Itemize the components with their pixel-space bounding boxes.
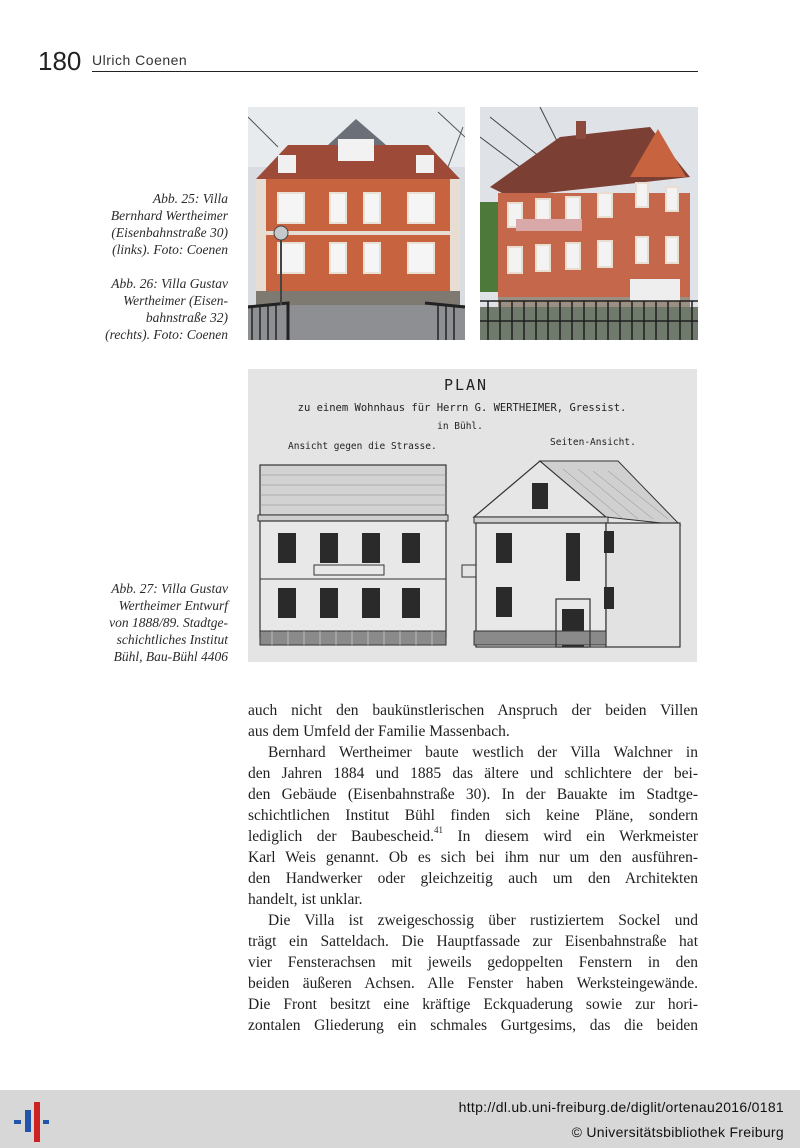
caption-line: Abb. 27: Villa Gustav [111,581,228,596]
text-line: Bernhard Wertheimer baute westlich der Villa Walchner in [268,744,698,761]
running-head-author: Ulrich Coenen [92,52,188,68]
caption-line: Abb. 25: Villa [152,191,228,206]
caption-line: (rechts). Foto: Coenen [105,327,228,342]
header-rule [92,71,698,72]
caption-line: Bernhard Wertheimer [110,208,228,223]
body-text [248,700,698,1036]
text-line: zontalen Gliederung ein schmales Gurtgesims, das die beiden [248,1017,698,1034]
text-line: Die Front besitzt eine kräftige Eckquaderung sowie zur hori- [248,996,698,1013]
text-line: den Jahren 1884 und 1885 das ältere und schlichtere der bei- [248,765,698,782]
plan-title: PLAN [443,376,489,394]
caption-line: Wertheimer (Eisen- [123,293,228,308]
text-line: trägt ein Satteldach. Die Hauptfassade zur Eisenbahnstraße hat [248,933,698,950]
photo-villa-gustav-wertheimer [480,107,698,340]
caption-line: (Eisenbahnstraße 30) [111,225,228,240]
caption-line: Wertheimer Entwurf [118,598,228,613]
architectural-plan-drawing [248,369,697,662]
plan-subtitle: zu einem Wohnhaus für Herrn G. WERTHEIMER, Gressist. [297,402,627,414]
text-line: aus dem Umfeld der Familie Massenbach. [248,723,510,740]
text-line: den Gebäude (Eisenbahnstraße 30). In der Bauakte im Stadtge- [248,786,698,803]
text-line: handelt, ist unklar. [248,891,363,908]
footnote-ref: 41 [434,825,444,835]
text-line: Die Villa ist zweigeschossig über rustiziertem Sockel und [268,912,698,929]
text-line: Karl Weis genannt. Ob es sich bei ihm nur um den ausführen- [248,849,698,866]
photo-villa-bernhard-wertheimer [248,107,465,340]
caption-abb27 [68,580,228,665]
text-line: schichtlichen Institut Bühl finden sich keine Pläne, sondern [248,807,698,824]
caption-line: Abb. 26: Villa Gustav [111,276,228,291]
text-line-with-footnote: lediglich der Baubescheid.$^{41}$ In diesem wird ein Werkmeister [248,825,698,845]
footer-url-link[interactable]: http://dl.ub.uni-freiburg.de/diglit/ortenau2016/0181 [458,1099,784,1115]
caption-line: von 1888/89. Stadtge- [109,615,228,630]
caption-abb25 [68,190,228,258]
caption-line: bahnstraße 32) [145,310,228,325]
text-line: beiden äußeren Achsen. Alle Fenster haben Werksteingewände. [248,975,698,992]
caption-line: (links). Foto: Coenen [112,242,228,257]
text-line: auch nicht den baukünstlerischen Anspruch der beiden Villen [248,702,698,719]
text-line: vier Fensterachsen mit jeweils gedoppelten Fenstern in den [248,954,698,971]
text-line: den Handwerker oder gleichzeitig auch um den Architekten [248,870,698,887]
plan-view-right: Seiten-Ansicht. [550,437,636,448]
caption-line: Bühl, Bau-Bühl 4406 [113,649,228,664]
library-logo-icon [12,1100,50,1142]
footer-copyright: © Universitätsbibliothek Freiburg [571,1124,784,1140]
plan-place: in Bühl. [437,421,483,432]
page-number: 180 [38,46,82,76]
plan-view-left: Ansicht gegen die Strasse. [288,441,437,452]
caption-line: schichtliches Institut [116,632,228,647]
caption-abb26 [68,275,228,343]
